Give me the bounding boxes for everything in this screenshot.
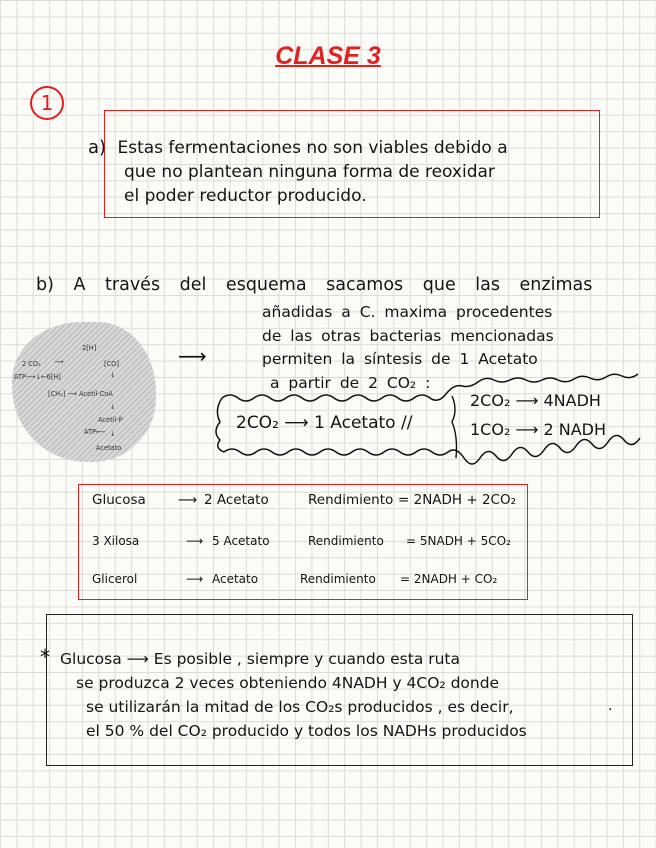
row-substrate: Glicerol [92, 572, 138, 586]
scheme-h2: 2[H] [82, 344, 97, 352]
part-b-line-5: a partir de 2 CO₂ : [270, 373, 431, 392]
part-a-label: a) [88, 137, 107, 158]
scheme-acetil-p: Acetil-P [98, 416, 123, 424]
part-b-line-2: añadidas a C. maxima procedentes [262, 303, 553, 321]
scheme-co2: 2 CO₂ [22, 360, 41, 368]
nadh-equation-2: 1CO₂ ⟶ 2 NADH [470, 420, 606, 439]
part-b-line-1: A través del esquema sacamos que las enzimas [73, 275, 593, 295]
note-line-4: el 50 % del CO₂ producido y todos los NADHs producidos [86, 722, 527, 740]
part-b-line-4: permiten la síntesis de 1 Acetato [262, 350, 538, 368]
row-yield-value: = 2NADH + 2CO₂ [398, 492, 517, 508]
table-row [92, 534, 511, 548]
wavy-box-left [216, 398, 224, 452]
wavy-box-bottom [224, 435, 640, 464]
nadh-equation-4: 2CO₂ ⟶ 4NADH [470, 391, 601, 410]
part-a-line-1: Estas fermentaciones no son viables debido a [117, 138, 508, 158]
wavy-box-divider [452, 396, 457, 458]
stray-dot: . [608, 698, 613, 714]
row-arrow: ⟶ [178, 492, 198, 508]
note-line-2: se produzca 2 veces obteniendo 4NADH y 4CO₂ donde [76, 674, 500, 692]
scheme-ch3: [CH₃] ⟶ Acetil-CoA [48, 390, 113, 398]
row-yield-label: Rendimiento [308, 492, 394, 508]
scheme-down-arrow-1: ↓ [110, 371, 116, 379]
page-title: CLASE 3 [275, 42, 381, 70]
scheme-down-arrow-2: ↓ [110, 403, 116, 411]
scheme-acetato: Acetato [96, 444, 122, 452]
scheme-arrow-1: ⟶ [54, 358, 64, 366]
table-row [92, 572, 497, 586]
note-line-1: Glucosa ⟶ Es posible , siempre y cuando esta ruta [60, 650, 461, 668]
scheme-atp-1: ATP⟶↓←6[H] [14, 373, 61, 381]
table-row [92, 492, 516, 508]
row-yield-value: = 2NADH + CO₂ [400, 572, 498, 586]
scheme-down-arrow-3: ↓ [110, 430, 116, 438]
long-arrow: ⟶ [178, 344, 207, 368]
part-a-line-2: que no plantean ninguna forma de reoxidar [124, 162, 495, 182]
row-yield-label: Rendimiento [308, 534, 384, 548]
row-product: 2 Acetato [204, 492, 269, 508]
part-a-line-3: el poder reductor producido. [124, 186, 367, 206]
section-number-badge: 1 [30, 86, 64, 120]
acetate-equation: 2CO₂ ⟶ 1 Acetato // [236, 413, 413, 433]
part-b-line-3: de las otras bacterias mencionadas [262, 326, 554, 345]
row-product: Acetato [212, 572, 259, 586]
row-product: 5 Acetato [212, 534, 270, 548]
note-line-3: se utilizarán la mitad de los CO₂s producidos , es decir, [86, 698, 514, 716]
row-substrate: 3 Xilosa [92, 534, 140, 548]
row-arrow: ⟶ [186, 534, 204, 548]
note-star: * [40, 645, 50, 669]
row-yield-value: = 5NADH + 5CO₂ [406, 534, 511, 548]
row-substrate: Glucosa [92, 492, 146, 508]
part-b-label: b) [36, 275, 54, 295]
row-arrow: ⟶ [186, 572, 204, 586]
note-paragraph [40, 645, 625, 743]
scheme-atp-2: ATP⟵ [84, 428, 106, 436]
scheme-co: [CO] [104, 360, 119, 368]
row-yield-label: Rendimiento [300, 572, 376, 586]
